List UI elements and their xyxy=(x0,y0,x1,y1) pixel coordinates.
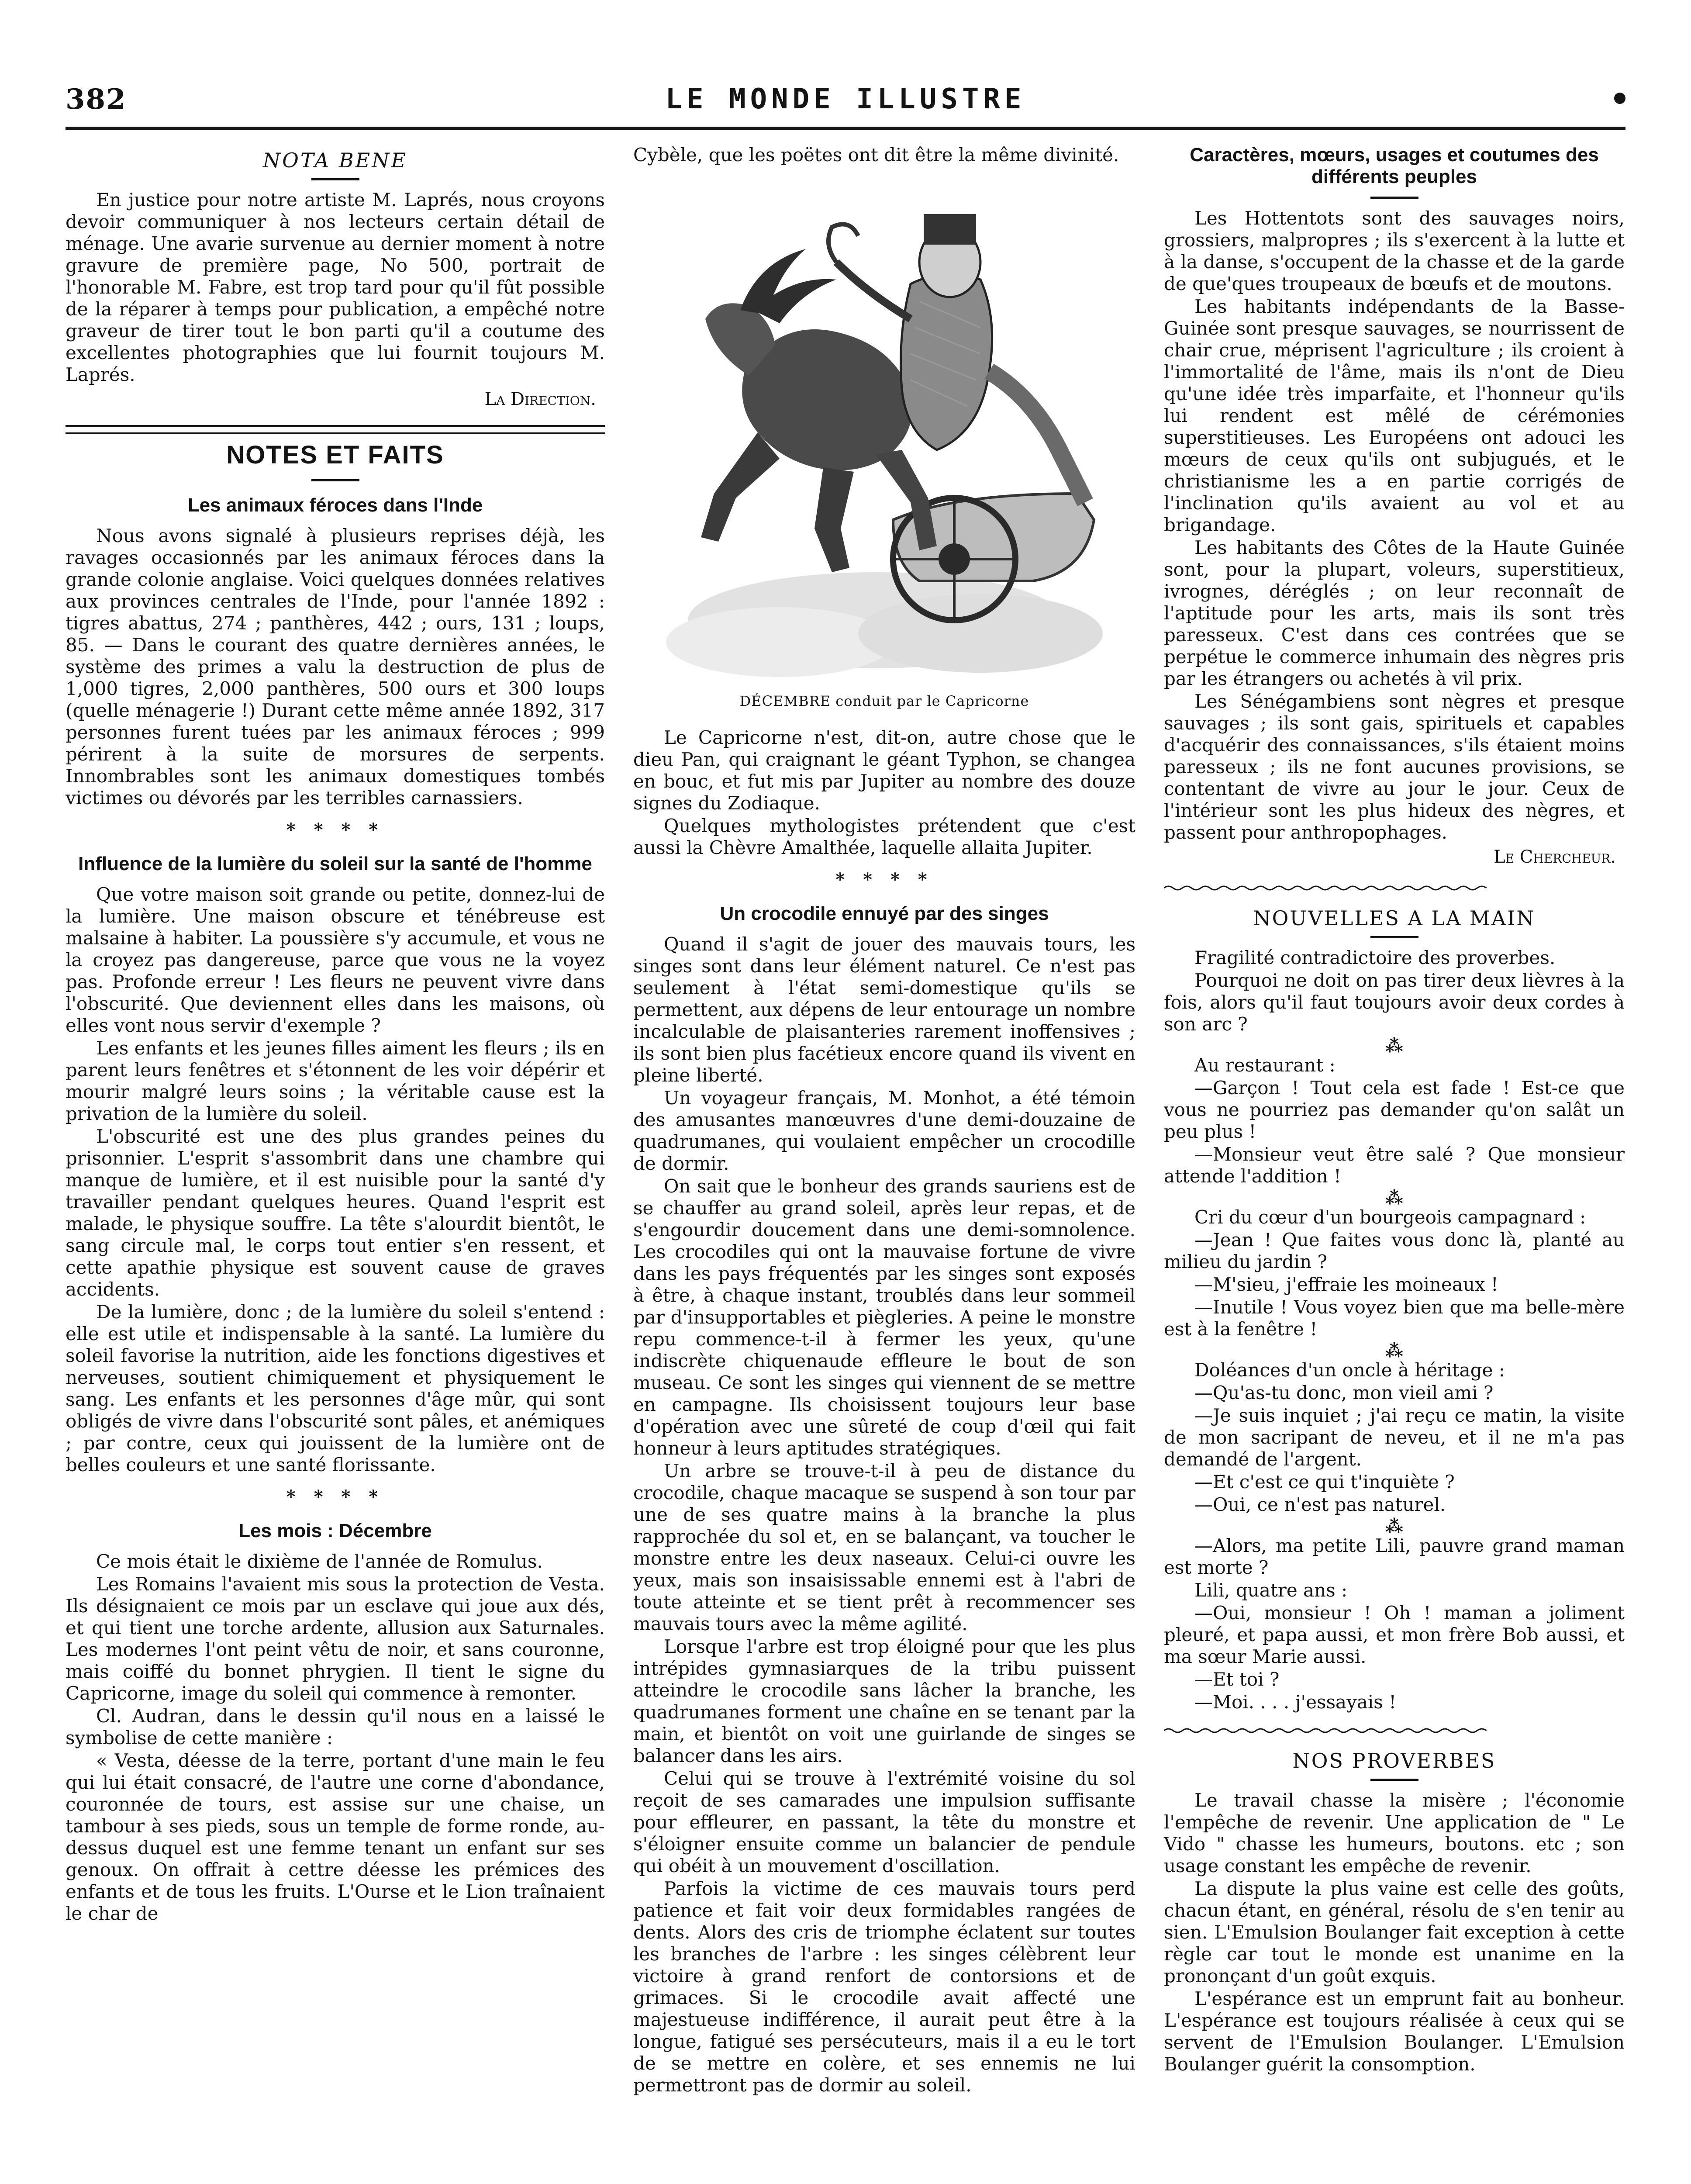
column-right xyxy=(1164,144,1625,2076)
animaux-body: Nous avons signalé à plusieurs reprises déjà, les ravages occasionnés par les animaux féroces dans la grande colonie anglaise. Voici quelques données relatives aux provinces centrales de l'Inde, pour l'année 1892 : tigres abattus, 274 ; panthères, 442 ; ours, 131 ; loups, 85. — Dans le courant des quatre dernières années, le système des primes a valu la destruction de plus de 1,000 tigres, 2,000 panthères, 500 ours et 300 loups (quelle ménagerie !) Durant cette même année 1892, 317 personnes furent tuées par les animaux féroces ; 999 périrent à la suite de morsures de serpents. Innombrables sont les animaux domestiques tombés victimes ou dévorés par les terribles carnassiers. xyxy=(66,525,605,809)
crocodile-paragraph: Celui qui se trouve à l'extrémité voisine du sol reçoit de ses camarades une impulsion suffisante pour effleurer, en passant, la tête du monstre et s'éloigner ensuite comme un balancier de pendule qui obéit à un mouvement d'oscillation. xyxy=(633,1768,1135,1876)
column-middle xyxy=(633,144,1135,2097)
page-number: 382 xyxy=(66,83,127,116)
nota-bene-body: En justice pour notre artiste M. Laprés, nous croyons devoir communiquer à nos lecteurs certain détail de ménage. Une avarie survenue au dernier moment à notre gravure de première page, No 500, portrait de l'honorable M. Fabre, est trop tard pour qu'il fût possible de la réparer à temps pour publication, a empêché notre graveur de tirer tout le bon parti qu'il a coutume des excellentes photographies que lui fournit toujours M. Laprés. xyxy=(66,189,605,385)
mois-title: Les mois : Décembre xyxy=(238,1520,432,1541)
stars-separator: * * * * xyxy=(835,869,933,890)
mois-paragraph: Ce mois était le dixième de l'année de Romulus. xyxy=(96,1551,543,1572)
nouvelles-title: NOUVELLES A LA MAIN xyxy=(1253,906,1536,930)
nouvelle-line: —Et toi ? xyxy=(1194,1669,1280,1690)
crocodile-paragraph: Un arbre se trouve-t-il à peu de distance du crocodile, chaque macaque se suspend à son tour par une de ses quatre mains à la branche la plus rapprochée du sol et, en se balançant, va toucher le monstre entre les deux naseaux. Celui-ci ouvre les yeux, mais son insaisissable ennemi est à l'abri de toute atteinte et se tient prêt à recommencer ses mauvais tours avec la même agilité. xyxy=(633,1460,1135,1635)
proverbe-paragraph: La dispute la plus vaine est celle des goûts, chacun étant, en général, résolu de s'en tenir au sien. L'Emulsion Boulanger fait exception à cette règle car tout le monde est unanime en la prononçant d'un goût exquis. xyxy=(1164,1878,1625,1987)
asterism-separator: ⁂ xyxy=(1385,1188,1403,1208)
header-rule xyxy=(66,127,1625,130)
lumiere-paragraph: Que votre maison soit grande ou petite, donnez-lui de la lumière. Une maison obscure et ténébreuse est malsaine à habiter. La poussière s'y accumule, et vous ne la croyez pas dangereuse, parce que vous ne la voyez pas. Profonde erreur ! Les fleurs ne peuvent vivre dans l'obscurité. Que deviennent elles dans les maisons, où elles vont nous servir d'exemple ? xyxy=(66,884,605,1036)
capricorne-paragraph: Le Capricorne n'est, dit-on, autre chose que le dieu Pan, qui craignant le géant Typhon, se changea en bouc, et fut mis par Jupiter au nombre des douze signes du Zodiaque. xyxy=(633,727,1135,814)
nouvelle-line: —Qu'as-tu donc, mon vieil ami ? xyxy=(1194,1382,1494,1403)
wavy-divider-icon xyxy=(1164,885,1487,892)
capricorn-illustration-icon xyxy=(649,188,1120,686)
nouvelle-line: —Inutile ! Vous voyez bien que ma belle-mère est à la fenêtre ! xyxy=(1164,1296,1625,1340)
journal-title: LE MONDE ILLUSTRE xyxy=(665,83,1026,115)
proverbes-title: NOS PROVERBES xyxy=(1292,1749,1496,1773)
asterism-separator: ⁂ xyxy=(1385,1516,1403,1537)
nouvelle-line: Cri du cœur d'un bourgeois campagnard : xyxy=(1194,1206,1586,1228)
title-rule xyxy=(1370,1779,1418,1781)
stars-separator: * * * * xyxy=(286,819,384,840)
nouvelle-line: —Jean ! Que faites vous donc là, planté au milieu du jardin ? xyxy=(1164,1229,1625,1272)
nouvelle-line: —M'sieu, j'effraie les moineaux ! xyxy=(1194,1274,1498,1295)
stars-separator: * * * * xyxy=(286,1486,384,1507)
nouvelle-line: Au restaurant : xyxy=(1194,1054,1336,1076)
caracteres-paragraph: Les habitants indépendants de la Basse-Guinée sont presque sauvages, se nourrissent de chair crue, méprisent l'agriculture ; ils croient à l'immortalité de l'âme, mais ils n'ont de Dieu qu'une idée très imparfaite, et l'honneur qu'ils lui rendent est mêlé de cérémonies superstitieuses. Les Européens ont adouci les mœurs de ceux qu'ils ont subjugués, et le christianisme les a en partie corrigés de l'inclination qu'ils avaient au vol et au brigandage. xyxy=(1164,296,1625,536)
nouvelle-line: —Garçon ! Tout cela est fade ! Est-ce que vous ne pourriez pas demander qu'on salât un peu plus ! xyxy=(1164,1077,1625,1142)
crocodile-paragraph: On sait que le bonheur des grands sauriens est de se chauffer au grand soleil, après leur repas, et de s'engourdir doucement dans une demi-somnolence. Les crocodiles qui ont la mauvaise fortune de vivre dans les pays fréquentés par les singes sont exposés à être, à chaque instant, troublés dans leur sommeil par d'insupportables et piègleries. A peine le monstre repu commence-t-il à fermer les yeux, qu'une indiscrète chiquenaude effleure le bout de son museau. Ce sont les singes qui viennent de se mettre en campagne. Ils choisissent toujours leur base d'opération avec une sûreté de coup d'œil qui fait honneur à leurs aptitudes stratégiques. xyxy=(633,1175,1135,1459)
mois-paragraph: Les Romains l'avaient mis sous la protection de Vesta. Ils désignaient ce mois par un esclave qui joue aux dés, et qui tient une torche ardente, allusion aux Saturnales. Les modernes l'ont peint vêtu de noir, et sans couronne, mais coiffé du bonnet phrygien. Il tient le signe du Capricorne, image du soleil qui commence à remonter. xyxy=(66,1573,605,1704)
bullet-mark-icon xyxy=(1614,93,1625,104)
lumiere-paragraph: L'obscurité est une des plus grandes peines du prisonnier. L'esprit s'assombrit dans une chambre qui manque de lumière, et il est nuisible pour la santé d'y travailler pendant quelques heures. Quand l'esprit est malade, le physique souffre. La tête s'alourdit bientôt, le sang circule mal, le corps tout entier s'en ressent, et cette apathie physique est souvent cause de graves accidents. xyxy=(66,1126,605,1300)
crocodile-paragraph: Quand il s'agit de jouer des mauvais tours, les singes sont dans leur élément naturel. Ce n'est pas seulement à l'état semi-domestique qu'ils se permettent, aux dépens de leur entourage un nombre incalculable de plaisanteries rarement inoffensives ; ils sont bien plus facétieux encore quand ils vivent en pleine liberté. xyxy=(633,933,1135,1086)
crocodile-title: Un crocodile ennuyé par des singes xyxy=(720,903,1049,924)
nouvelle-line: Fragilité contradictoire des proverbes. xyxy=(1194,947,1556,968)
capricorne-paragraph: Quelques mythologistes prétendent que c'est aussi la Chèvre Amalthée, laquelle allaita Jupiter. xyxy=(633,815,1135,858)
asterism-separator: ⁂ xyxy=(1385,1341,1403,1361)
nota-bene-title: NOTA BENE xyxy=(262,149,408,172)
nouvelle-line: —Alors, ma petite Lili, pauvre grand maman est morte ? xyxy=(1164,1535,1625,1578)
column-left xyxy=(66,144,605,1925)
notes-et-faits-title: NOTES ET FAITS xyxy=(226,441,444,469)
nouvelle-line: —Monsieur veut être salé ? Que monsieur attende l'addition ! xyxy=(1164,1144,1625,1187)
nouvelle-line: —Oui, monsieur ! Oh ! maman a joliment pleuré, et papa aussi, et mon frère Bob aussi, et ma sœur Marie aussi. xyxy=(1164,1602,1625,1667)
nouvelle-line: Doléances d'un oncle à héritage : xyxy=(1194,1359,1505,1381)
nouvelle-line: —Je suis inquiet ; j'ai reçu ce matin, la visite de mon sacripant de neveu, et il ne m'a pas demandé de l'argent. xyxy=(1164,1405,1625,1470)
lumiere-paragraph: De la lumière, donc ; de la lumière du soleil s'entend : elle est utile et indispensable à la santé. La lumière du soleil favorise la nutrition, aide les fonctions digestives et nerveuses, soutient chimiquement et physiquement le sang. Les enfants et les personnes d'âge mûr, qui sont obligés de vivre dans l'obscurité sont pâles, et anémiques ; par contre, ceux qui jouissent de la lumière ont de belles couleurs et une santé florissante. xyxy=(66,1301,605,1476)
caracteres-paragraph: Les Sénégambiens sont nègres et presque sauvages ; ils sont gais, spirituels et capables d'acquérir des connaissances, s'ils étaient moins paresseux ; ils ne font aucunes provisions, se contentant de vivre au jour le jour. Ceux de l'intérieur sont les plus hideux des nègres, et passent pour anthropophages. xyxy=(1164,691,1625,843)
asterism-separator: ⁂ xyxy=(1385,1036,1403,1056)
page-header xyxy=(66,83,1625,122)
nouvelle-line: Lili, quatre ans : xyxy=(1194,1579,1348,1601)
caracteres-paragraph: Les Hottentots sont des sauvages noirs, grossiers, malpropres ; ils s'exercent à la lutte et à la danse, s'occupent de la chasse et de la garde de que'ques troupeaux de bœufs et de moutons. xyxy=(1164,207,1625,294)
caracteres-title: Caractères, mœurs, usages et coutumes des différents peuples xyxy=(1190,144,1599,187)
capricorn-engraving xyxy=(649,188,1120,686)
title-rule xyxy=(311,479,359,481)
mois-paragraph: « Vesta, déesse de la terre, portant d'une main le feu qui lui était consacré, de l'autre une corne d'abondance, couronnée de tours, est assise sur une chaise, un tambour à ses pieds, sous un temple de forme ronde, au-dessus duquel est une femme tenant un enfant sur ses genoux. On offrait à cettre déesse les prémices des enfants et de tous les fruits. L'Ourse et le Lion traînaient le char de xyxy=(66,1750,605,1924)
mois-paragraph: Cl. Audran, dans le dessin qu'il nous en a laissé le symbolise de cette manière : xyxy=(66,1705,605,1749)
crocodile-paragraph: Parfois la victime de ces mauvais tours perd patience et fait voir deux formidables rangées de dents. Alors des cris de triomphe éclatent sur toutes les branches de l'arbre : les singes célèbrent leur victoire à grand renfort de contorsions et de grimaces. Si le crocodile avait affecté une majestueuse indifférence, il aurait peut être à la longue, fatigué ses persécuteurs, mais il a eu le tort de se mettre en colère, et ses ennemis ne lui permettront pas de dormir au soleil. xyxy=(633,1878,1135,2096)
crocodile-paragraph: Un voyageur français, M. Monhot, a été témoin des amusantes manœuvres d'une demi-douzaine de quadrumanes, qui voulaient empêcher un crocodille de dormir. xyxy=(633,1087,1135,1174)
nota-bene-signature: La Direction. xyxy=(484,389,596,409)
title-rule xyxy=(311,178,359,180)
cybele-intro: Cybèle, que les poëtes ont dit être la même divinité. xyxy=(633,144,1119,166)
nouvelle-line: Pourquoi ne doit on pas tirer deux lièvres à la fois, alors qu'il faut toujours avoir deux cordes à son arc ? xyxy=(1164,970,1625,1035)
animaux-title: Les animaux féroces dans l'Inde xyxy=(187,494,483,516)
proverbe-paragraph: Le travail chasse la misère ; l'économie l'empêche de revenir. Une application de " Le Vido " chasse les humeurs, boutons. etc ; son usage constant les empêche de revenir. xyxy=(1164,1790,1625,1876)
nouvelle-line: —Et c'est ce qui t'inquiète ? xyxy=(1194,1471,1455,1493)
caracteres-paragraph: Les habitants des Côtes de la Haute Guinée sont, pour la plupart, voleurs, superstitieux, ivrognes, déréglés ; on leur reconnaît de l'aptitude pour les arts, mais ils sont très paresseux. C'est dans ces contrées que se perpétue le commerce inhumain des nègres pris par les étrangers ou achetés à vil prix. xyxy=(1164,537,1625,689)
lumiere-paragraph: Les enfants et les jeunes filles aiment les fleurs ; ils en parent leurs fenêtres et s'étonnent de les voir dépérir et mourir malgré leurs soins ; la véritable cause est la privation de la lumière du soleil. xyxy=(66,1037,605,1124)
nouvelle-line: —Oui, ce n'est pas naturel. xyxy=(1194,1494,1446,1515)
lumiere-title: Influence de la lumière du soleil sur la santé de l'homme xyxy=(78,853,592,874)
title-rule xyxy=(1370,936,1418,938)
title-rule xyxy=(1370,197,1418,199)
proverbe-paragraph: L'espérance est un emprunt fait au bonheur. L'espérance est toujours réalisée à ceux qui se servent de l'Emulsion Boulanger. L'Emulsion Boulanger guérit la consomption. xyxy=(1164,1988,1625,2075)
crocodile-paragraph: Lorsque l'arbre est trop éloigné pour que les plus intrépides gymnasiarques de la tribu puissent atteindre le crocodile sans lâcher la branche, les quadrumanes forment une chaîne en se tenant par la main, et bientôt on voit une guirlande de singes se balancer dans les airs. xyxy=(633,1636,1135,1766)
figure-caption: DÉCEMBRE conduit par le Capricorne xyxy=(739,693,1029,709)
section-double-rule xyxy=(66,425,605,434)
caracteres-signature: Le Chercheur. xyxy=(1494,847,1616,867)
nouvelle-line: —Moi. . . . j'essayais ! xyxy=(1194,1691,1397,1713)
wavy-divider-icon xyxy=(1164,1727,1487,1734)
